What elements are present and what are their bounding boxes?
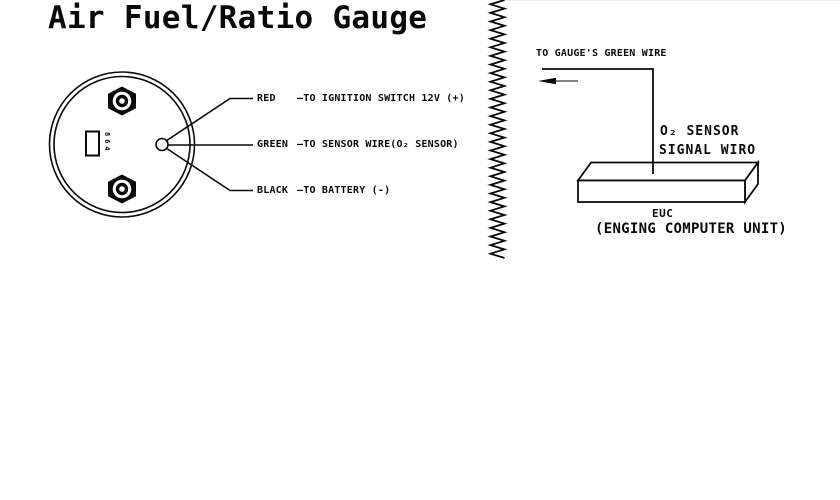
green-sensor-wire-path bbox=[542, 69, 653, 174]
gauge-wire-leads bbox=[166, 99, 253, 191]
ecu-box bbox=[578, 163, 758, 203]
ecu-box-front-face bbox=[578, 181, 745, 203]
sensor-signal-label-line1: O₂ SENSOR bbox=[660, 124, 740, 139]
ecu-abbreviation-label: EUC bbox=[652, 207, 674, 220]
mount-nut-top-icon bbox=[108, 87, 136, 116]
left-arrow-icon bbox=[538, 78, 578, 84]
ecu-box-top-face bbox=[578, 163, 758, 181]
wire-color-label-black: BLACK bbox=[257, 184, 289, 196]
gauge-connector-window bbox=[86, 132, 99, 156]
mount-nut-bottom-icon bbox=[108, 175, 136, 204]
connector-pin-digits: 864 bbox=[103, 132, 111, 154]
separator-zigzag bbox=[491, 0, 505, 258]
ecu-full-name-label: (ENGING COMPUTER UNIT) bbox=[595, 221, 788, 237]
wire-color-label-red: RED bbox=[257, 92, 276, 104]
wire-description-red: —TO IGNITION SWITCH 12V (+) bbox=[297, 92, 465, 104]
wire-description-green: —TO SENSOR WIRE(O₂ SENSOR) bbox=[297, 139, 459, 150]
wire-description-black: —TO BATTERY (-) bbox=[297, 184, 391, 196]
wire-junction-circle bbox=[156, 139, 168, 151]
black-wire-line bbox=[166, 148, 253, 191]
page-title: Air Fuel/Ratio Gauge bbox=[48, 0, 428, 36]
red-wire-line bbox=[166, 99, 253, 142]
green-wire-target-label: TO GAUGE'S GREEN WIRE bbox=[536, 48, 667, 59]
sensor-signal-label-line2: SIGNAL WIRO bbox=[659, 143, 757, 158]
wire-color-label-green: GREEN bbox=[257, 139, 289, 150]
